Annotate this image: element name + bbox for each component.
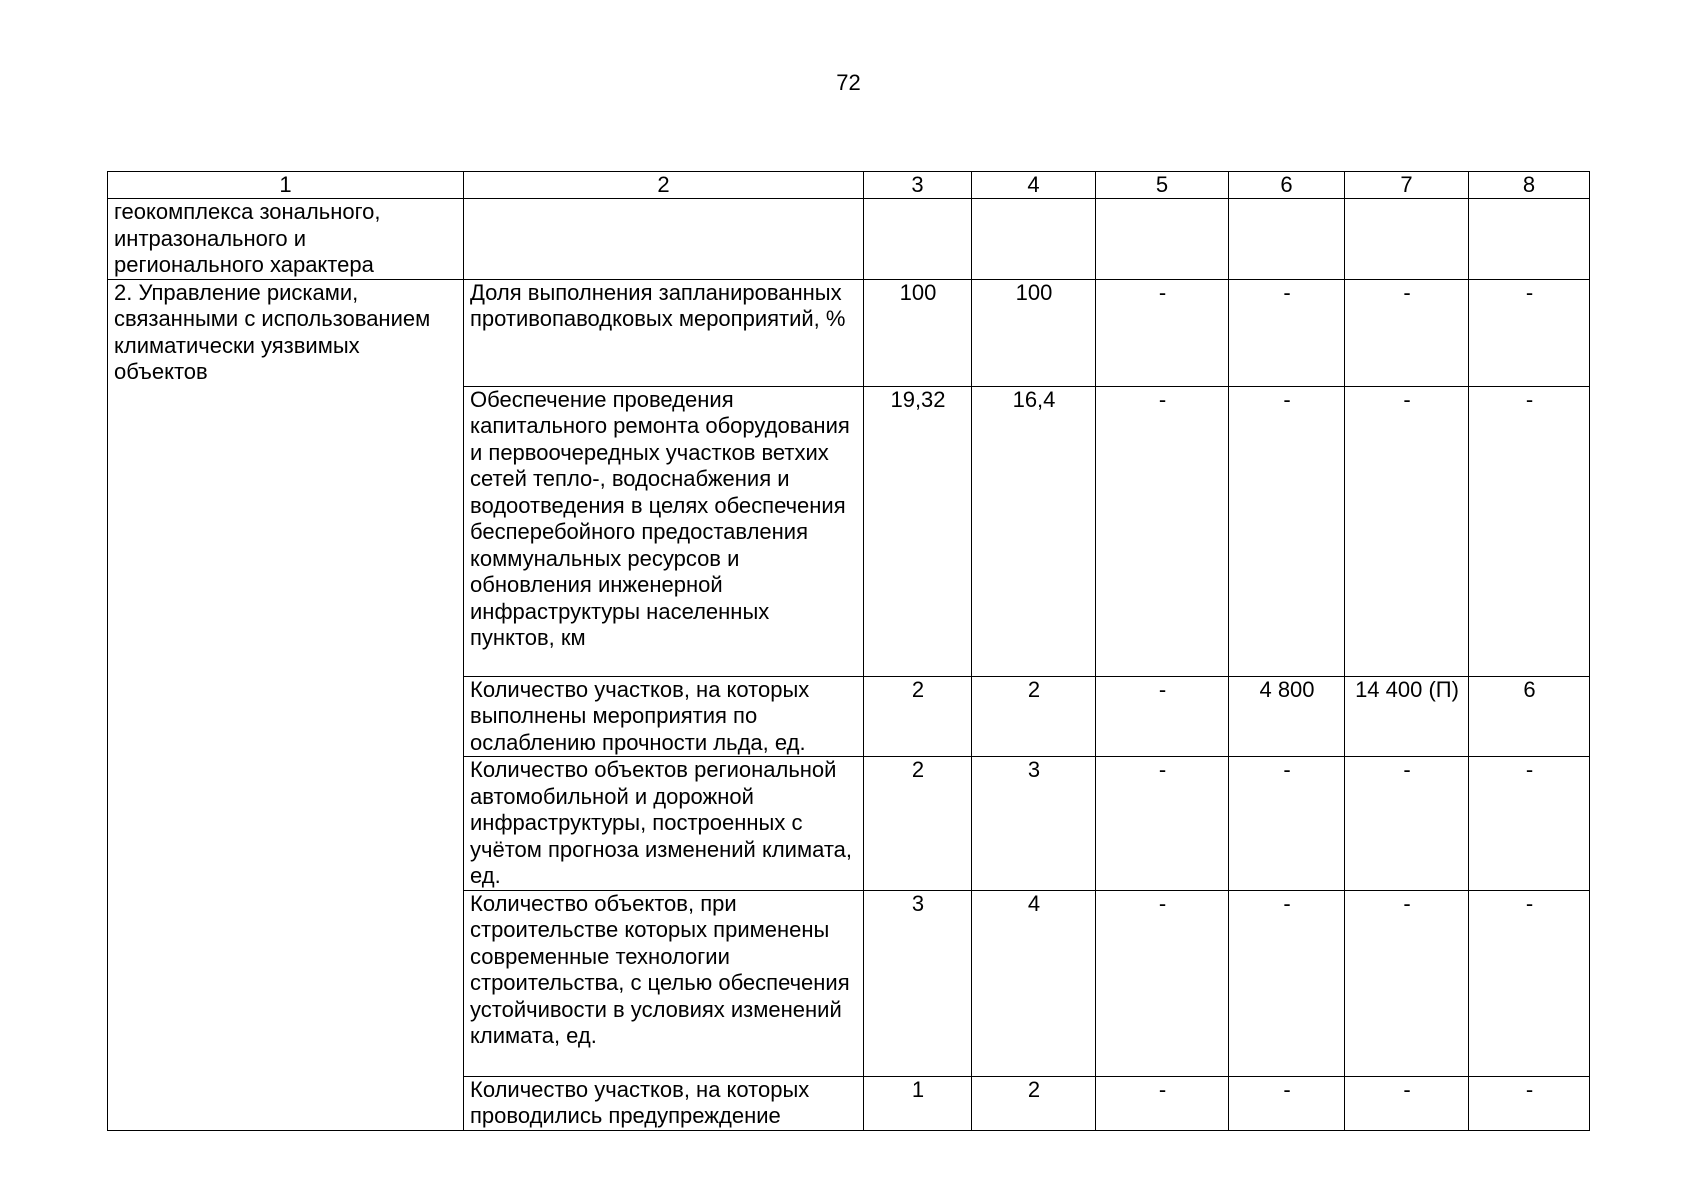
section-title: 2. Управление рисками, связанными с использованием климатически уязвимых объектов [108,279,464,1130]
value-col4: 4 [972,890,1096,1076]
value-col4: 16,4 [972,386,1096,676]
column-number-3: 3 [864,172,972,199]
value-col7: - [1345,279,1469,386]
column-number-1: 1 [108,172,464,199]
value-col5: - [1096,890,1229,1076]
value-col3: 1 [864,1076,972,1130]
indicator-name: Обеспечение проведения капитального ремонта оборудования и первоочередных участков ветхих сетей тепло-, водоснабжения и водоотведения в целях обеспечения бесперебойного предоставления коммунальных ресурсов и обновления инженерной инфраструктуры населенных пунктов, км [464,386,864,676]
column-number-8: 8 [1469,172,1590,199]
continuation-row [108,199,1590,280]
continuation-task-text: геокомплекса зонального, интразонального и регионального характера [108,199,464,280]
empty-cell [972,199,1096,280]
value-col4: 3 [972,757,1096,891]
empty-cell [464,199,864,280]
value-col3: 2 [864,757,972,891]
indicator-name: Доля выполнения запланированных противопаводковых мероприятий, % [464,279,864,386]
column-number-7: 7 [1345,172,1469,199]
value-col3: 100 [864,279,972,386]
value-col3: 3 [864,890,972,1076]
empty-cell [1229,199,1345,280]
value-col6: - [1229,386,1345,676]
column-number-4: 4 [972,172,1096,199]
value-col5: - [1096,757,1229,891]
value-col6: 4 800 [1229,676,1345,757]
page-number: 72 [836,70,861,95]
value-col5: - [1096,676,1229,757]
value-col8: 6 [1469,676,1590,757]
indicator-name: Количество участков, на которых выполнены мероприятия по ослаблению прочности льда, ед. [464,676,864,757]
value-col7: - [1345,890,1469,1076]
value-col4: 2 [972,676,1096,757]
indicator-name: Количество участков, на которых проводились предупреждение [464,1076,864,1130]
value-col6: - [1229,890,1345,1076]
value-col6: - [1229,1076,1345,1130]
column-number-5: 5 [1096,172,1229,199]
empty-cell [1096,199,1229,280]
empty-cell [864,199,972,280]
empty-cell [1469,199,1590,280]
column-number-2: 2 [464,172,864,199]
indicators-table [107,171,1590,1131]
value-col7: - [1345,386,1469,676]
value-col3: 19,32 [864,386,972,676]
column-number-row [108,172,1590,199]
value-col8: - [1469,757,1590,891]
value-col7: - [1345,1076,1469,1130]
value-col3: 2 [864,676,972,757]
value-col6: - [1229,279,1345,386]
table-row [108,279,1590,386]
value-col8: - [1469,386,1590,676]
value-col5: - [1096,279,1229,386]
indicator-name: Количество объектов, при строительстве которых применены современные технологии строительства, с целью обеспечения устойчивости в условиях изменений климата, ед. [464,890,864,1076]
value-col5: - [1096,386,1229,676]
value-col7: - [1345,757,1469,891]
column-number-6: 6 [1229,172,1345,199]
value-col4: 100 [972,279,1096,386]
value-col8: - [1469,1076,1590,1130]
value-col4: 2 [972,1076,1096,1130]
value-col5: - [1096,1076,1229,1130]
indicator-name: Количество объектов региональной автомобильной и дорожной инфраструктуры, построенных с учётом прогноза изменений климата, ед. [464,757,864,891]
value-col6: - [1229,757,1345,891]
value-col8: - [1469,279,1590,386]
value-col8: - [1469,890,1590,1076]
empty-cell [1345,199,1469,280]
value-col7: 14 400 (П) [1345,676,1469,757]
